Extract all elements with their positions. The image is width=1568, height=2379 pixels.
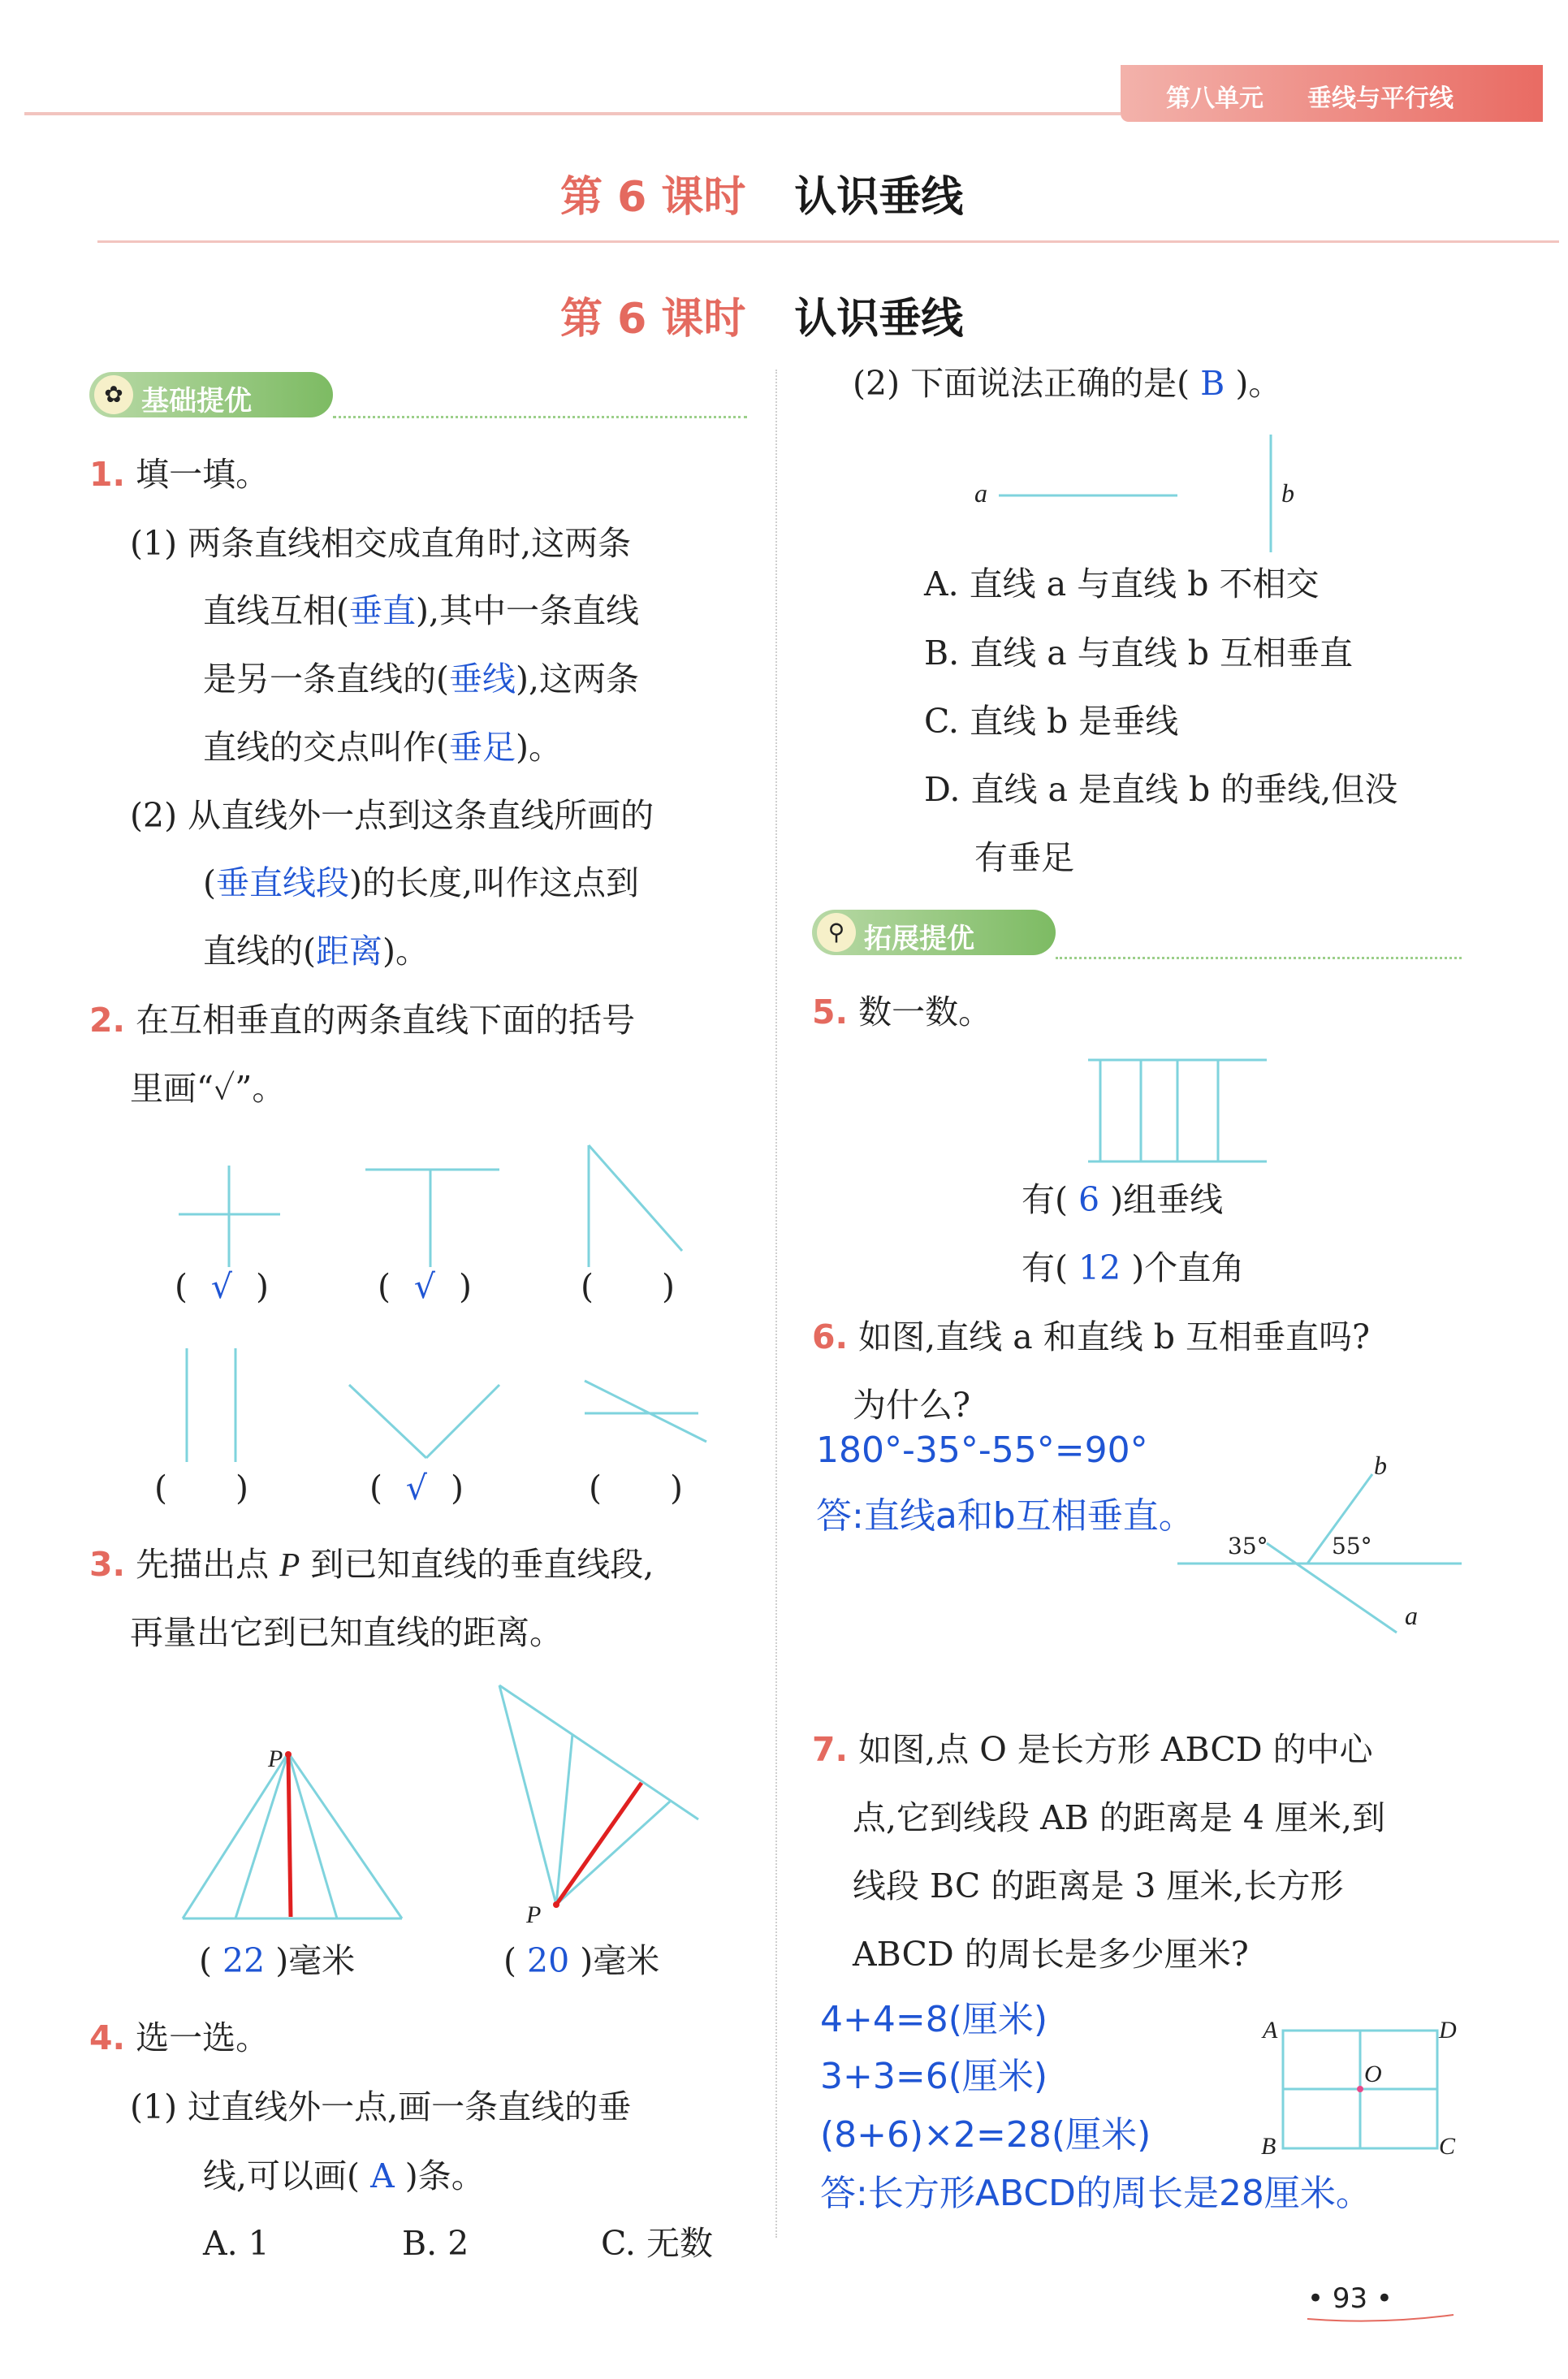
q6-handwritten-1: 180°-35°-55°=90°: [816, 1430, 1148, 1471]
q3-fig1-right: [288, 1753, 402, 1918]
q5-answer-2: 有( 12 )个直角: [1022, 1248, 1245, 1287]
q6-figure: [1177, 1474, 1462, 1633]
unit-label: 第八单元: [1166, 84, 1263, 113]
q3-line2: 再量出它到已知直线的距离。: [130, 1613, 563, 1652]
q1-p2-line3: 直线的(距离)。: [203, 932, 429, 971]
q4-label-b: b: [1281, 478, 1294, 508]
q6-angle-55: 55°: [1332, 1533, 1372, 1559]
q3-answer-1: ( 22 )毫米: [199, 1941, 356, 1980]
q1-p1-line3: 是另一条直线的(垂线),这两条: [203, 660, 640, 699]
q4-option-b: B. 2: [402, 2224, 469, 2263]
q4-statement-d: D. 直线 a 是直线 b 的垂线,但没: [924, 770, 1398, 809]
q3-point-p1: P: [268, 1745, 283, 1772]
q1-p1-line2: 直线互相(垂直),其中一条直线: [203, 591, 640, 630]
topic-label: 垂线与平行线: [1307, 84, 1454, 113]
q7-line2: 点,它到线段 AB 的距离是 4 厘米,到: [853, 1798, 1386, 1837]
q4-statement-b: B. 直线 a 与直线 b 互相垂直: [924, 634, 1354, 673]
q3-point-p2: P: [526, 1901, 542, 1928]
q3-perpendicular-1: [288, 1754, 291, 1917]
q2-bracket-6: ( ): [589, 1468, 683, 1507]
sprout-icon: ✿: [94, 375, 133, 414]
q6-handwritten-2: 答:直线a和b互相垂直。: [816, 1495, 1194, 1537]
q3-answer-segments: [288, 1754, 641, 1917]
section-badge-extend: ⚲ 拓展提优: [812, 910, 1056, 955]
q7-label-o: O: [1364, 2061, 1382, 2087]
section-badge-basic: ✿ 基础提优: [89, 372, 333, 417]
q3-fig1-left: [183, 1753, 288, 1918]
q7-label-a: A: [1263, 2017, 1278, 2044]
q3-perpendicular-2: [556, 1783, 641, 1905]
q3-answer-2: ( 20 )毫米: [503, 1941, 660, 1980]
q3-fig1-mid-right: [288, 1753, 337, 1918]
q4-stem: 4. 选一选。: [89, 2018, 270, 2057]
q7-handwritten-2: 3+3=6(厘米): [820, 2056, 1048, 2097]
q2-bracket-5: ( √ ): [369, 1468, 464, 1507]
page-number: • 93 •: [1307, 2282, 1393, 2315]
magnifier-icon: ⚲: [817, 913, 856, 952]
q6-label-b: b: [1374, 1451, 1387, 1480]
q7-label-c: C: [1439, 2133, 1456, 2160]
q1-stem: 1. 填一填。: [89, 455, 270, 494]
q1-p1-line4: 直线的交点叫作(垂足)。: [203, 728, 562, 767]
q7-label-d: D: [1439, 2017, 1457, 2044]
q2-line2: 里画“✓”。: [130, 1069, 286, 1108]
q3-point-dot-1: [285, 1751, 292, 1758]
q2-bracket-3: ( ): [581, 1267, 675, 1306]
q3-fig1-mid-left: [235, 1753, 288, 1918]
q4-p1-line1: (1) 过直线外一点,画一条直线的垂: [130, 2087, 632, 2126]
q3-fig2-l2: [556, 1734, 572, 1905]
q4-p2-line: (2) 下面说法正确的是( B )。: [853, 364, 1282, 403]
q1-p2-line2: (垂直线段)的长度,叫作这点到: [203, 863, 640, 902]
page-title: 第 6 课时 认识垂线: [560, 295, 964, 344]
q2-fig3-d: [589, 1145, 682, 1251]
q4-label-a: a: [974, 478, 987, 508]
q2-bracket-1: ( √ ): [175, 1267, 269, 1306]
q1-p2-line1: (2) 从直线外一点到这条直线所画的: [130, 796, 654, 835]
q2-line1: 2. 在互相垂直的两条直线下面的括号: [89, 1001, 636, 1040]
q4-statement-d-cont: 有垂足: [974, 838, 1074, 877]
q3-figures: [183, 1685, 698, 1918]
q6-label-a: a: [1405, 1601, 1418, 1630]
q7-handwritten-1: 4+4=8(厘米): [820, 1999, 1048, 2040]
q4-statement-c: C. 直线 b 是垂线: [924, 702, 1179, 741]
q2-figures: [179, 1145, 706, 1462]
q6-line-a: [1267, 1543, 1397, 1633]
q6-line2: 为什么?: [853, 1386, 970, 1425]
q2-fig6-a: [585, 1381, 706, 1442]
q7-line3: 线段 BC 的距离是 3 厘米,长方形: [853, 1866, 1344, 1905]
q7-label-b: B: [1261, 2133, 1276, 2160]
q2-bracket-4: ( ): [154, 1468, 248, 1507]
q4-option-c: C. 无数: [601, 2224, 713, 2263]
q3-line1: 3. 先描出点 P 到已知直线的垂直线段,: [89, 1545, 654, 1584]
q4-figure: [999, 435, 1271, 552]
page-number-swoosh: [1307, 2315, 1454, 2321]
q6-line-b: [1307, 1474, 1372, 1564]
q7-handwritten-3: (8+6)×2=28(厘米): [820, 2114, 1151, 2156]
q2-fig5-l: [349, 1385, 426, 1458]
q3-fig2-l3: [556, 1802, 670, 1905]
page-title-top: 第 6 课时 认识垂线: [560, 173, 964, 222]
q2-bracket-2: ( √ ): [378, 1267, 472, 1306]
q6-line1: 6. 如图,直线 a 和直线 b 互相垂直吗?: [812, 1317, 1370, 1356]
q6-angle-35: 35°: [1228, 1533, 1268, 1559]
q7-center-dot: [1357, 2086, 1363, 2092]
q5-answer-1: 有( 6 )组垂线: [1022, 1180, 1224, 1219]
q5-figure: [1088, 1060, 1267, 1161]
q4-p1-line2: 线,可以画( A )条。: [203, 2156, 485, 2195]
q4-statement-a: A. 直线 a 与直线 b 不相交: [924, 564, 1320, 603]
q1-p1-line1: (1) 两条直线相交成直角时,这两条: [130, 524, 632, 563]
q7-line1: 7. 如图,点 O 是长方形 ABCD 的中心: [812, 1730, 1373, 1769]
q4-option-a: A. 1: [203, 2224, 270, 2263]
q2-fig5-r: [426, 1385, 499, 1458]
q3-point-dot-2: [553, 1901, 559, 1908]
q7-handwritten-4: 答:长方形ABCD的周长是28厘米。: [820, 2173, 1371, 2214]
q7-line4: ABCD 的周长是多少厘米?: [853, 1935, 1249, 1974]
q5-stem: 5. 数一数。: [812, 993, 992, 1032]
